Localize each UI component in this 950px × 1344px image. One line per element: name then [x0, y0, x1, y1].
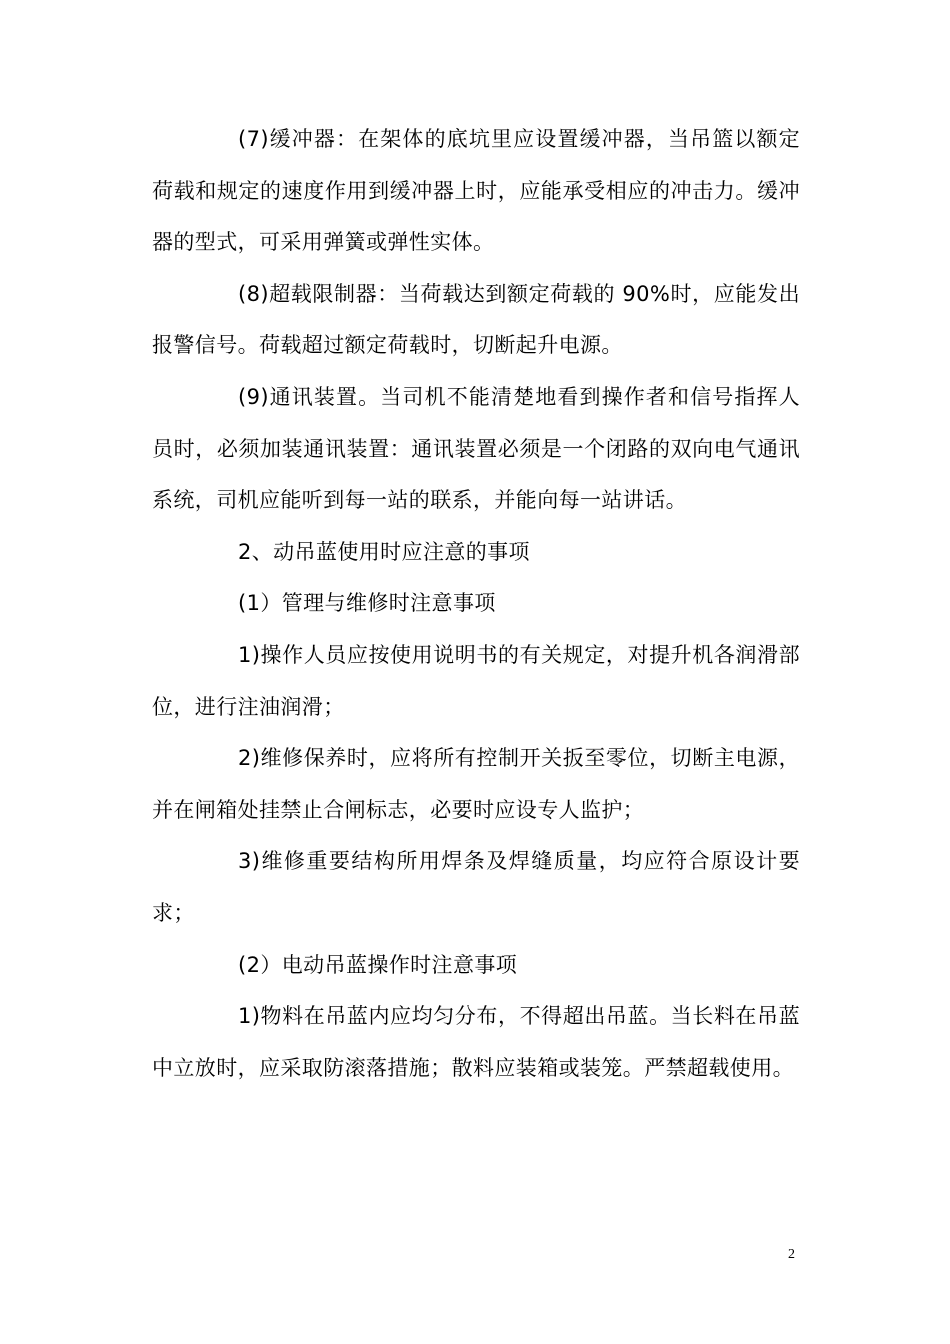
paragraph-welding-quality: 3)维修重要结构所用焊条及焊缝质量，均应符合原设计要求； [152, 849, 800, 925]
paragraph-overload-limiter: (8)超载限制器：当荷载达到额定荷载的 90%时，应能发出报警信号。荷载超过额定荷载时，切断起升电源。 [152, 281, 800, 358]
paragraph-maintenance-power-off: 2)维修保养时，应将所有控制开关扳至零位，切断主电源，并在闸箱处挂禁止合闸标志，必要时应设专人监护； [152, 746, 800, 822]
paragraph-buffer: (7)缓冲器：在架体的底坑里应设置缓冲器，当吊篮以额定荷载和规定的速度作用到缓冲器上时，应能承受相应的冲击力。缓冲器的型式，可采用弹簧或弹性实体。 [152, 127, 800, 255]
document-body [152, 114, 800, 1094]
paragraph-material-distribution: 1)物料在吊蓝内应均匀分布，不得超出吊蓝。当长料在吊蓝中立放时，应采取防滚落措施；散料应装箱或装笼。严禁超载使用。 [152, 1004, 800, 1080]
subsection-heading-operation: (2）电动吊蓝操作时注意事项 [238, 952, 518, 977]
page-number: 2 [788, 1247, 795, 1262]
paragraph-lubrication: 1)操作人员应按使用说明书的有关规定，对提升机各润滑部位，进行注油润滑； [152, 642, 800, 719]
section-heading-usage-notes: 2、动吊蓝使用时应注意的事项 [238, 539, 530, 564]
subsection-heading-maintenance: (1）管理与维修时注意事项 [238, 591, 496, 616]
paragraph-communication-device: (9)通讯装置。当司机不能清楚地看到操作者和信号指挥人员时，必须加装通讯装置：通讯装置必须是一个闭路的双向电气通讯系统，司机应能听到每一站的联系，并能向每一站讲话。 [152, 384, 800, 513]
